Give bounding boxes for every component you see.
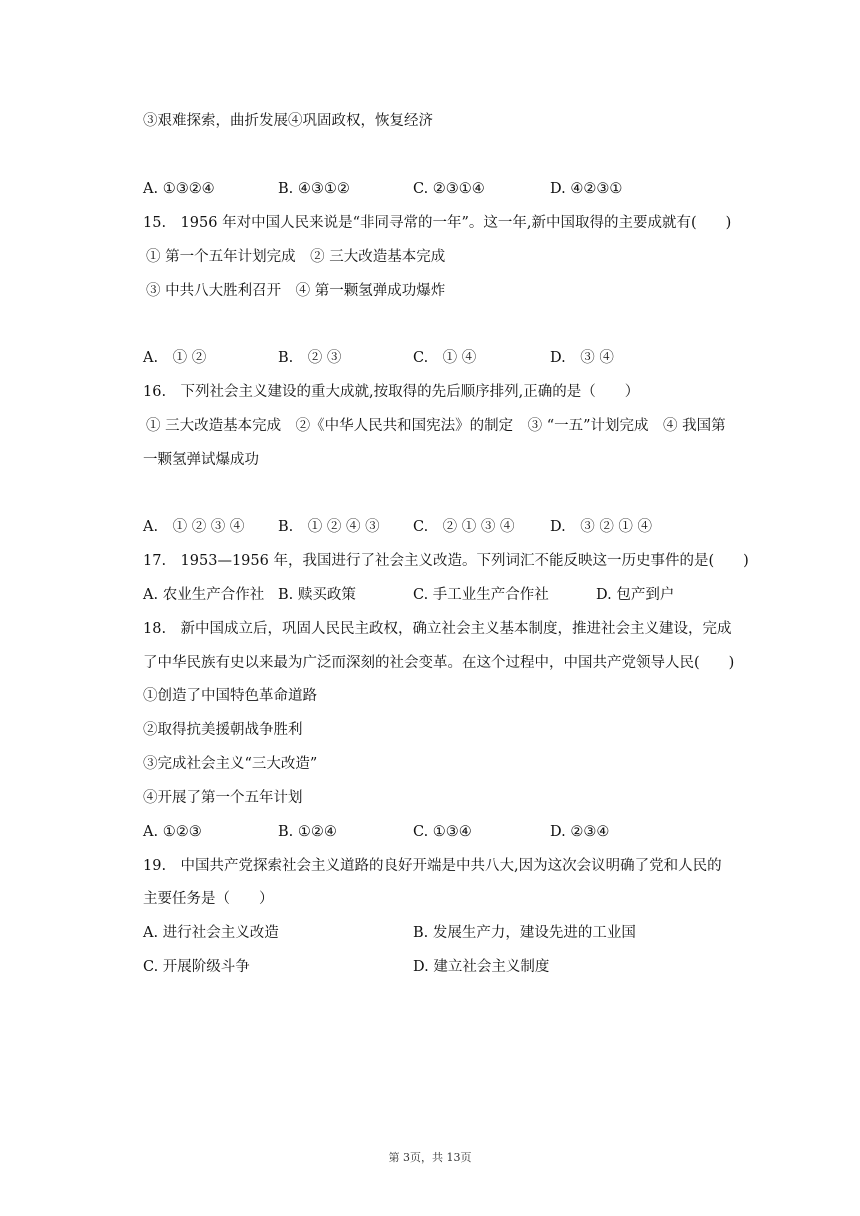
q16-option-c[interactable]: C. ② ① ③ ④: [413, 519, 515, 535]
q14-option-c[interactable]: C. ②③①④: [413, 181, 485, 197]
q16-items-line-2: 一颗氢弹试爆成功: [143, 452, 259, 468]
page-footer: 第 3页，共 13页: [388, 1151, 472, 1164]
q14-option-a[interactable]: A. ①③②④: [143, 181, 215, 197]
q18-stem-line-1: 18. 新中国成立后，巩固人民民主政权，确立社会主义基本制度，推进社会主义建设，完成: [143, 621, 732, 637]
q14-item-line: ③艰难探索，曲折发展④巩固政权，恢复经济: [143, 113, 433, 129]
q18-item-4: ④开展了第一个五年计划: [143, 790, 303, 806]
q16-items-line-1: ① 三大改造基本完成 ②《中华人民共和国宪法》的制定 ③ “一五”计划完成 ④ 我国第: [146, 418, 726, 434]
q14-option-b[interactable]: B. ④③①②: [278, 181, 350, 197]
q17-stem: 17. 1953—1956 年，我国进行了社会主义改造。下列词汇不能反映这一历史事件的是( ): [143, 553, 749, 569]
q18-option-a[interactable]: A. ①②③: [143, 824, 202, 840]
q18-option-d[interactable]: D. ②③④: [550, 824, 610, 840]
q15-option-d[interactable]: D. ③ ④: [550, 350, 614, 366]
q17-option-a[interactable]: A. 农业生产合作社: [143, 587, 265, 603]
q17-option-d[interactable]: D. 包产到户: [596, 587, 675, 603]
q19-option-d[interactable]: D. 建立社会主义制度: [413, 959, 550, 975]
q19-stem-line-1: 19. 中国共产党探索社会主义道路的良好开端是中共八大,因为这次会议明确了党和人民的: [143, 858, 722, 874]
q19-option-a[interactable]: A. 进行社会主义改造: [143, 925, 279, 941]
q15-items-line-1: ① 第一个五年计划完成 ② 三大改造基本完成: [146, 249, 446, 265]
q19-stem-line-2: 主要任务是（ ）: [143, 891, 274, 907]
q19-option-b[interactable]: B. 发展生产力，建设先进的工业国: [413, 925, 636, 941]
q18-item-1: ①创造了中国特色革命道路: [143, 688, 317, 704]
q15-option-b[interactable]: B. ② ③: [278, 350, 342, 366]
q18-option-c[interactable]: C. ①③④: [413, 824, 472, 840]
q18-stem-line-2: 了中华民族有史以来最为广泛而深刻的社会变革。在这个过程中，中国共产党领导人民( ): [143, 655, 735, 671]
q14-option-d[interactable]: D. ④②③①: [550, 181, 623, 197]
q18-item-2: ②取得抗美援朝战争胜利: [143, 722, 303, 738]
q16-option-a[interactable]: A. ① ② ③ ④: [143, 519, 245, 535]
q17-option-c[interactable]: C. 手工业生产合作社: [413, 587, 549, 603]
q18-option-b[interactable]: B. ①②④: [278, 824, 337, 840]
q15-items-line-2: ③ 中共八大胜利召开 ④ 第一颗氢弹成功爆炸: [146, 283, 446, 299]
q19-option-c[interactable]: C. 开展阶级斗争: [143, 959, 250, 975]
q15-option-a[interactable]: A. ① ②: [143, 350, 207, 366]
q17-option-b[interactable]: B. 赎买政策: [278, 587, 356, 603]
q16-option-b[interactable]: B. ① ② ④ ③: [278, 519, 380, 535]
q16-stem: 16. 下列社会主义建设的重大成就,按取得的先后顺序排列,正确的是（ ）: [143, 384, 640, 400]
q15-option-c[interactable]: C. ① ④: [413, 350, 477, 366]
q15-stem: 15. 1956 年对中国人民来说是“非同寻常的一年”。这一年,新中国取得的主要成就有( ): [143, 215, 732, 231]
q18-item-3: ③完成社会主义“三大改造”: [143, 756, 318, 772]
q16-option-d[interactable]: D. ③ ② ① ④: [550, 519, 653, 535]
